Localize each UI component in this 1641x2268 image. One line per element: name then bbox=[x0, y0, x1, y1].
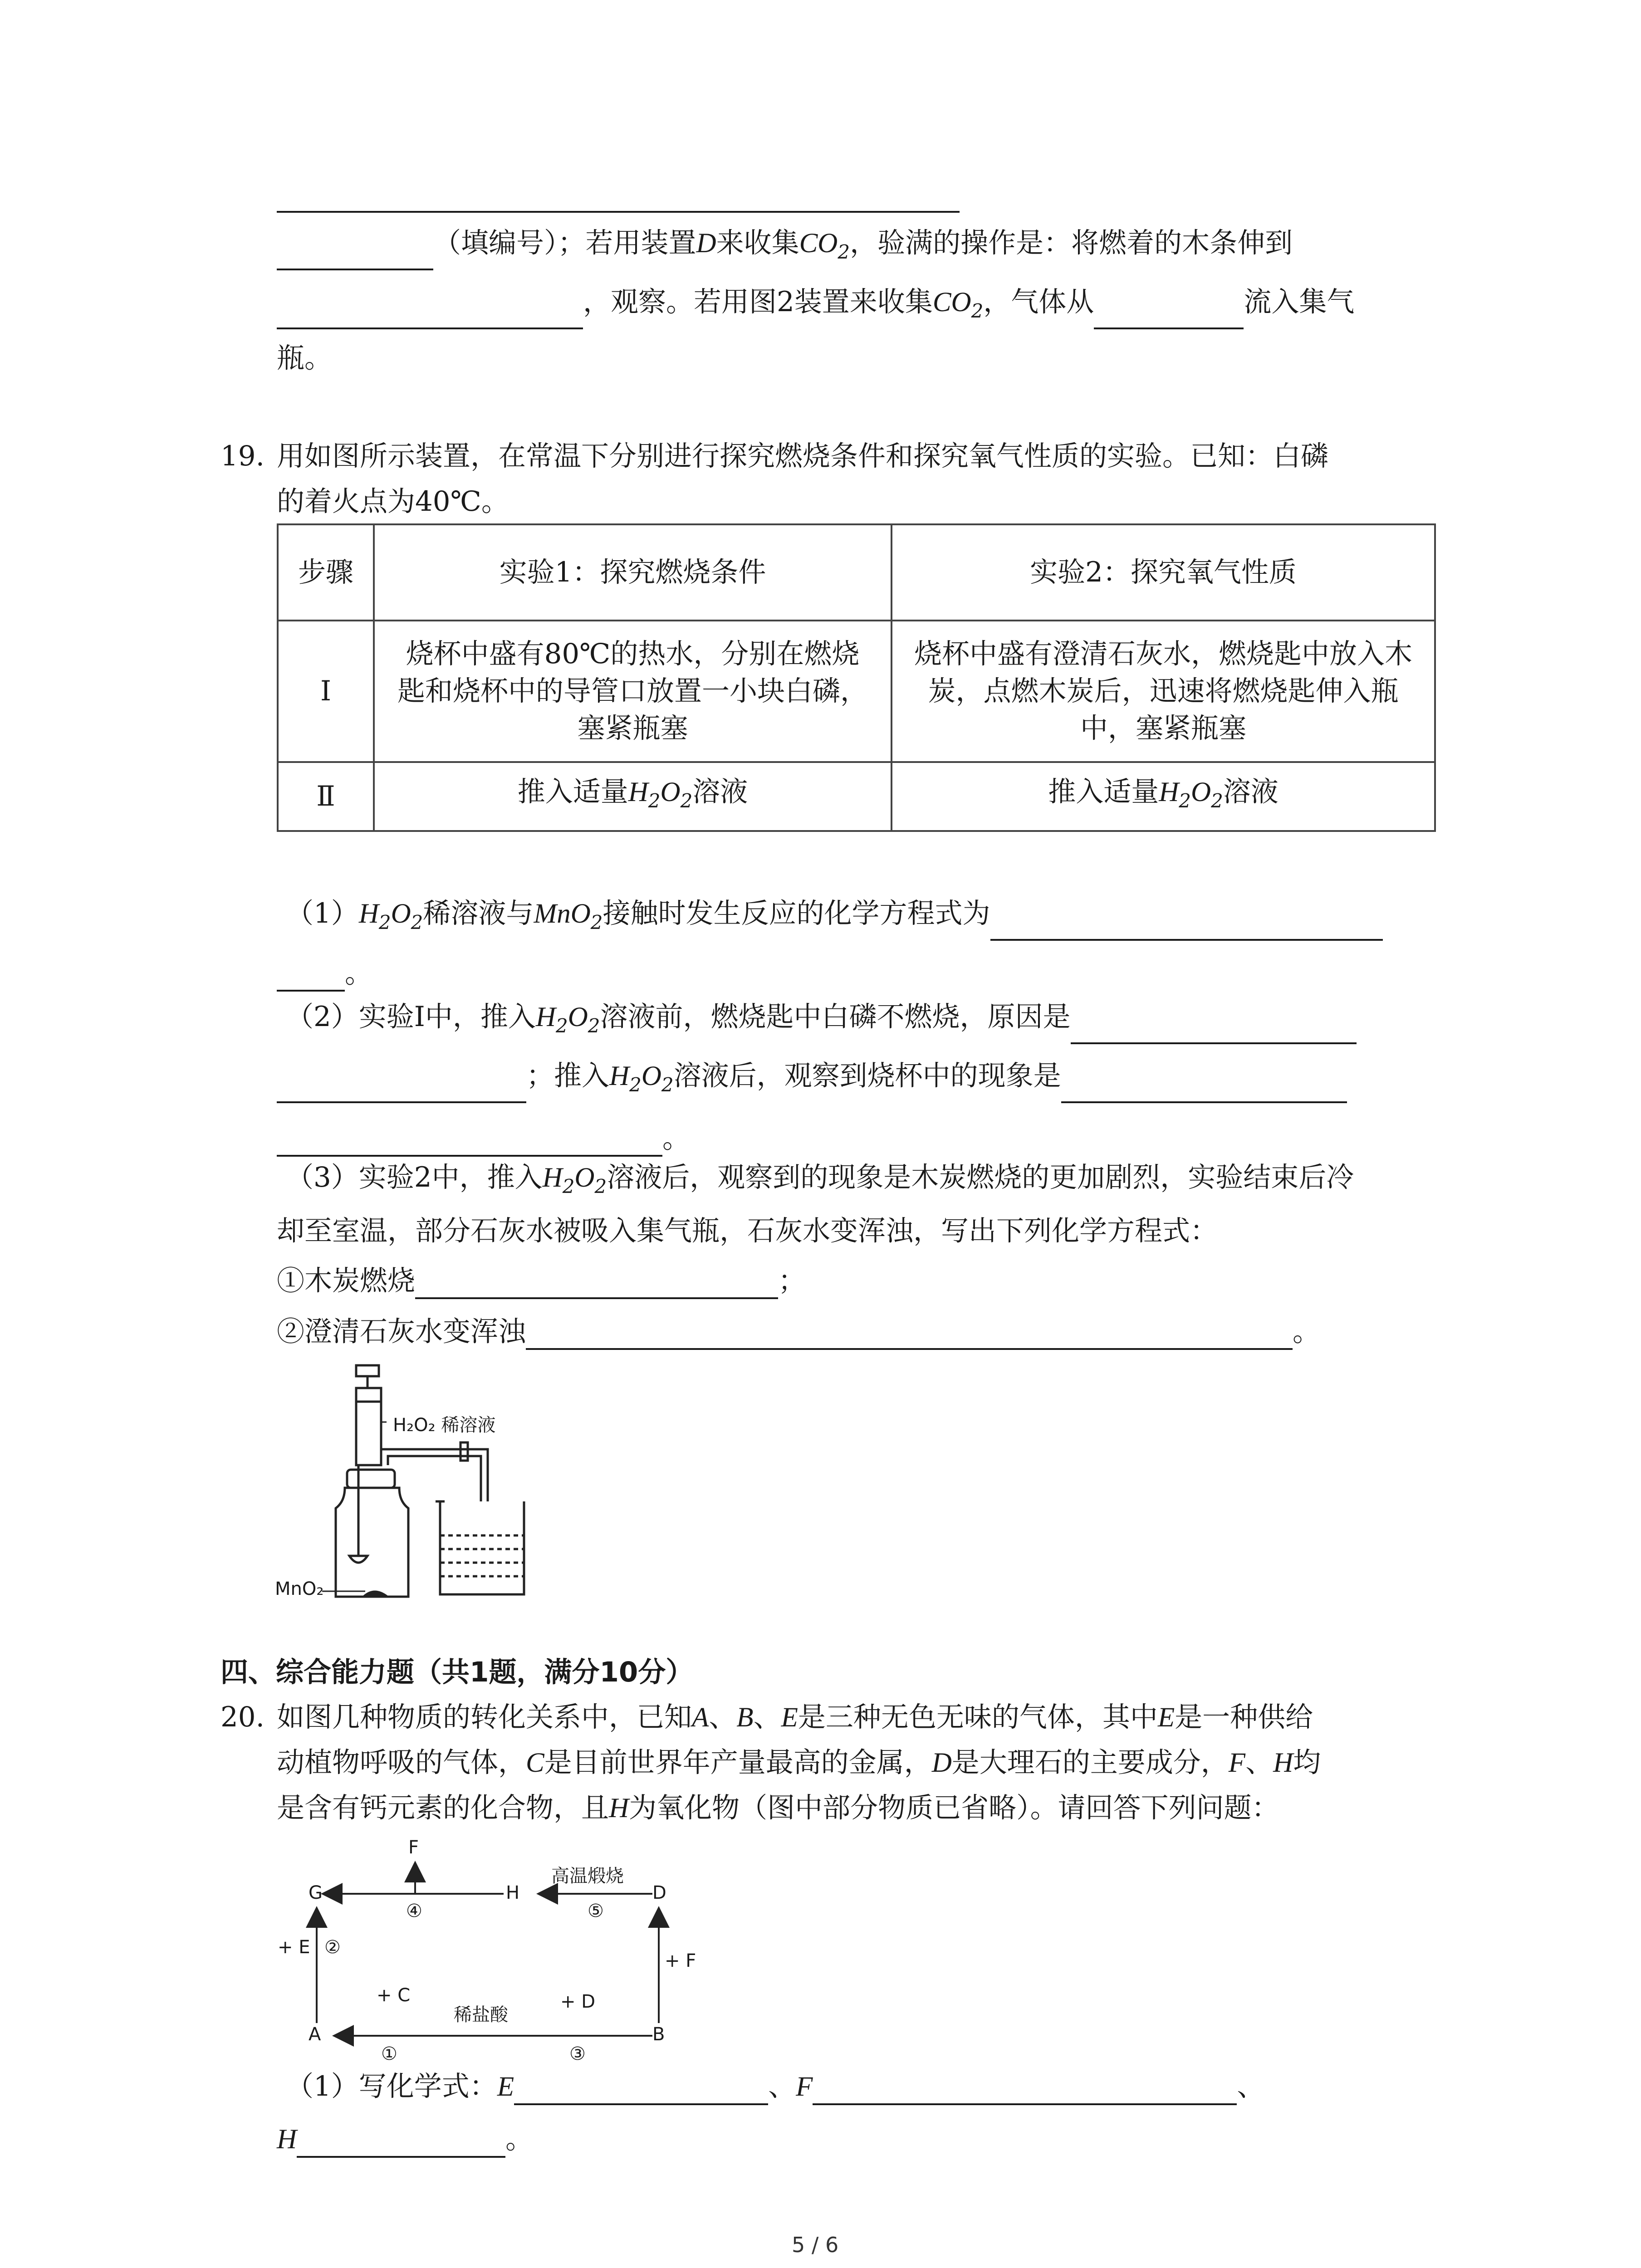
q19-stem-line-1: 用如图所示装置，在常温下分别进行探究燃烧条件和探究氧气性质的实验。已知：白磷 bbox=[277, 440, 1329, 472]
circle-3: ③ bbox=[569, 2043, 586, 2064]
label-xiyansuan: 稀盐酸 bbox=[454, 2004, 508, 2025]
q19-part3-line2: 却至室温，部分石灰水被吸入集气瓶，石灰水变浑浊，写出下列化学方程式： bbox=[277, 1215, 1218, 1247]
mno2-powder bbox=[363, 1591, 388, 1596]
answer-blank[interactable] bbox=[1061, 1074, 1347, 1103]
mno2-label: MnO₂ bbox=[275, 1579, 324, 1599]
q19-part2-line3: 。 bbox=[277, 1120, 690, 1157]
table-header-exp2: 实验2：探究氧气性质 bbox=[892, 524, 1435, 621]
h2o2-label: H₂O₂ 稀溶液 bbox=[393, 1415, 496, 1436]
table-r1-exp1: 烧杯中盛有80℃的热水，分别在燃烧匙和烧杯中的导管口放置一小块白磷，塞紧瓶塞 bbox=[374, 621, 892, 762]
answer-blank[interactable] bbox=[813, 2076, 1237, 2105]
q19-part3: （3）实验2中，推入$H_2O_2$溶液后，观察到的现象是木炭燃烧的更加剧烈，实验结束后冷 bbox=[286, 1161, 1354, 1198]
experiment-table bbox=[277, 523, 1436, 832]
circle-5: ⑤ bbox=[588, 1901, 604, 1921]
q19-part2-line2: ；推入$H_2O_2$溶液后，观察到烧杯中的现象是 bbox=[277, 1058, 1347, 1103]
circle-2: ② bbox=[324, 1937, 341, 1958]
node-D: D bbox=[652, 1882, 666, 1903]
node-A: A bbox=[309, 2024, 321, 2045]
q20-line-2: 动植物呼吸的气体，C是目前世界年产量最高的金属，D是大理石的主要成分，F、H均 bbox=[277, 1746, 1321, 1779]
table-header-step: 步骤 bbox=[278, 524, 374, 621]
node-H: H bbox=[506, 1882, 520, 1903]
label-plusD: + D bbox=[560, 1991, 596, 2012]
circle-1: ① bbox=[381, 2043, 397, 2064]
node-G: G bbox=[309, 1882, 323, 1903]
answer-blank[interactable] bbox=[277, 963, 345, 992]
q19-part1-line2: 。 bbox=[277, 955, 372, 992]
q18-line-3: 瓶。 bbox=[277, 342, 333, 374]
answer-blank[interactable] bbox=[990, 912, 1383, 941]
q20-line-1: 如图几种物质的转化关系中，已知A、B、E是三种无色无味的气体，其中E是一种供给 bbox=[277, 1701, 1313, 1733]
q20-line-3: 是含有钙元素的化合物，且H为氧化物（图中部分物质已省略）。请回答下列问题： bbox=[277, 1792, 1279, 1824]
q19-number: 19. bbox=[220, 440, 265, 472]
label-plusF: + F bbox=[665, 1950, 696, 1971]
table-r2-exp1: 推入适量$H_2O_2$溶液 bbox=[374, 762, 892, 831]
table-header-exp1: 实验1：探究燃烧条件 bbox=[374, 524, 892, 621]
node-F-top: F bbox=[408, 1837, 419, 1858]
circle-4: ④ bbox=[406, 1901, 422, 1921]
table-r1-exp2: 烧杯中盛有澄清石灰水，燃烧匙中放入木炭，点燃木炭后，迅速将燃烧匙伸入瓶中，塞紧瓶塞 bbox=[892, 621, 1435, 762]
table-r2-exp2: 推入适量$H_2O_2$溶液 bbox=[892, 762, 1435, 831]
answer-blank[interactable] bbox=[514, 2076, 768, 2105]
section-heading: 四、综合能力题（共1题，满分10分） bbox=[220, 1656, 694, 1688]
answer-blank[interactable] bbox=[1071, 1015, 1357, 1044]
q19-stem-line-2: 的着火点为40℃。 bbox=[277, 485, 509, 518]
answer-blank[interactable] bbox=[1094, 300, 1244, 329]
table-step-1: Ⅰ bbox=[278, 621, 374, 762]
q18-line-1: （填编号）；若用装置D来收集$CO_2$，验满的操作是：将燃着的木条伸到 bbox=[277, 225, 1293, 270]
answer-blank[interactable] bbox=[526, 1321, 1293, 1350]
answer-blank[interactable] bbox=[277, 1074, 526, 1103]
answer-blank[interactable] bbox=[277, 300, 583, 329]
table-step-2: Ⅱ bbox=[278, 762, 374, 831]
label-plusC: + C bbox=[377, 1985, 411, 2006]
node-B: B bbox=[652, 2024, 665, 2045]
q20-part1-line2: H 。 bbox=[277, 2121, 533, 2158]
q19-part3-line3: ①木炭燃烧 ； bbox=[277, 1263, 806, 1299]
q19-part2: （2）实验Ⅰ中，推入$H_2O_2$溶液前，燃烧匙中白磷不燃烧，原因是 bbox=[286, 999, 1357, 1044]
answer-blank[interactable] bbox=[277, 241, 433, 270]
page-number: 5 / 6 bbox=[792, 2233, 839, 2257]
apparatus-figure bbox=[268, 1356, 540, 1601]
label-gaowen: 高温煅烧 bbox=[551, 1866, 624, 1887]
q18-line-2: ，观察。若用图2装置来收集$CO_2$，气体从 流入集气 bbox=[277, 284, 1354, 329]
label-plusE: + E bbox=[278, 1937, 310, 1958]
q19-part1: $(1)H_2O_2$稀溶液与MnO$_2$接触时发生反应的化学方程式为 bbox=[286, 895, 1383, 941]
answer-blank[interactable] bbox=[277, 1128, 662, 1157]
q19-part3-line4: ②澄清石灰水变浑浊 。 bbox=[277, 1314, 1320, 1350]
answer-blank[interactable] bbox=[277, 211, 960, 213]
answer-blank[interactable] bbox=[297, 2129, 505, 2158]
q20-part1: （1）写化学式：E 、F 、 bbox=[286, 2068, 1264, 2105]
answer-blank[interactable] bbox=[415, 1270, 778, 1299]
q20-number: 20. bbox=[220, 1701, 265, 1733]
